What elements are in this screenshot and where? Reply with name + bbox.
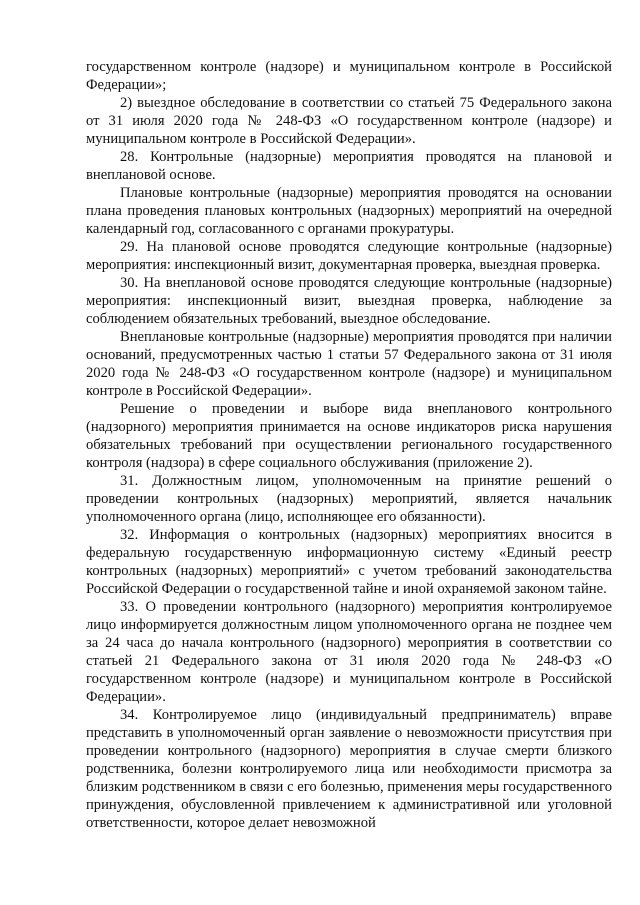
paragraph-decision: Решение о проведении и выборе вида внепланового контрольного (надзорного) мероприятия принимается на основе индикаторов риска нарушения обязательных требований при осуществлении регионального государственного контроля (надзора) в сфере социального обслуживания (приложение 2). [86,401,612,471]
paragraph-31: 31. Должностным лицом, уполномоченным на принятие решений о проведении контрольных (надзорных) мероприятий, является начальник уполномоченного органа (лицо, исполняющее его обязанности). [86,473,612,525]
document-body [86,58,612,832]
paragraph-30: 30. На внеплановой основе проводятся следующие контрольные (надзорные) мероприятия: инспекционный визит, выездная проверка, наблюдение за соблюдением обязательных требований, выездное обследование. [86,275,612,327]
paragraph-33: 33. О проведении контрольного (надзорного) мероприятия контролируемое лицо информируется должностным лицом уполномоченного органа не позднее чем за 24 часа до начала контрольного (надзорного) мероприятия в соответствии со статьей 21 Федерального закона от 31 июля 2020 года № 248-ФЗ «О государственном контроле (надзоре) и муниципальном контроле в Российской Федерации». [86,599,612,705]
paragraph-29: 29. На плановой основе проводятся следующие контрольные (надзорные) мероприятия: инспекционный визит, документарная проверка, выездная проверка. [86,239,612,273]
paragraph-34: 34. Контролируемое лицо (индивидуальный предприниматель) вправе представить в уполномоченный орган заявление о невозможности присутствия при проведении контрольного (надзорного) мероприятия в случае смерти близкого родственника, болезни контролируемого лица или необходимости присмотра за близким родственником в связи с его болезнью, применения меры государственного принуждения, обусловленной привлечением к административной или уголовной ответственности, которое делает невозможной [86,707,612,831]
paragraph-28: 28. Контрольные (надзорные) мероприятия проводятся на плановой и внеплановой основе. [86,149,612,183]
paragraph-unplanned-grounds: Внеплановые контрольные (надзорные) мероприятия проводятся при наличии оснований, предусмотренных частью 1 статьи 57 Федерального закона от 31 июля 2020 года № 248-ФЗ «О государственном контроле (надзоре) и муниципальном контроле в Российской Федерации». [86,329,612,399]
paragraph-continuation: государственном контроле (надзоре) и муниципальном контроле в Российской Федерации»; [86,59,612,93]
paragraph-item-2: 2) выездное обследование в соответствии со статьей 75 Федерального закона от 31 июля 2020 года № 248-ФЗ «О государственном контроле (надзоре) и муниципальном контроле в Российской Федерации». [86,95,612,147]
paragraph-32: 32. Информация о контрольных (надзорных) мероприятиях вносится в федеральную государственную информационную систему «Единый реестр контрольных (надзорных) мероприятий» с учетом требований законодательства Российской Федерации о государственной тайне и иной охраняемой законом тайне. [86,527,612,597]
paragraph-planned-basis: Плановые контрольные (надзорные) мероприятия проводятся на основании плана проведения плановых контрольных (надзорных) мероприятий на очередной календарный год, согласованного с органами прокуратуры. [86,185,612,237]
